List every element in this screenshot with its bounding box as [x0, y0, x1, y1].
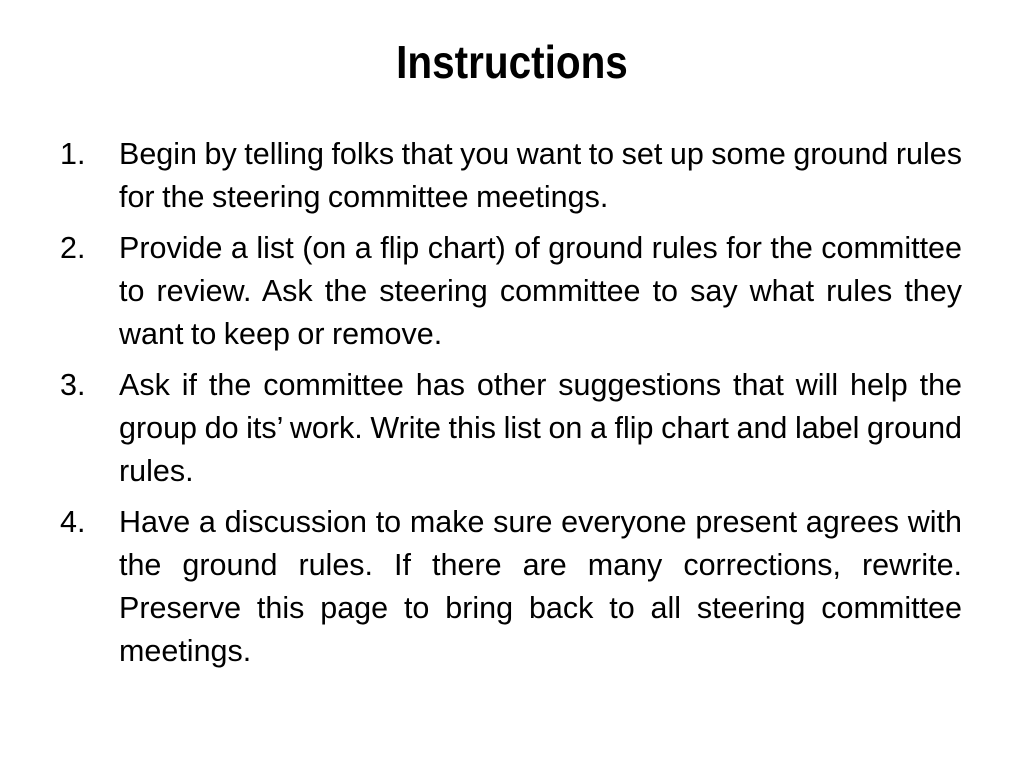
item-text: Ask if the committee has other suggestions that will help the group do its’ work. Write this list on a flip chart and label ground rules. [119, 368, 962, 488]
item-number: 2. [60, 231, 86, 265]
item-text: Begin by telling folks that you want to set up some ground rules for the steering committee meetings. [119, 137, 962, 214]
item-text: Provide a list (on a flip chart) of ground rules for the committee to review. Ask the steering committee to say what rules they want to keep or remove. [119, 231, 962, 351]
item-text: Have a discussion to make sure everyone present agrees with the ground rules. If there are many corrections, rewrite. Preserve this page to bring back to all steering committee meetings. [119, 505, 962, 668]
item-number: 3. [60, 368, 86, 402]
instruction-list [60, 133, 962, 681]
item-number: 4. [60, 505, 86, 539]
item-number: 1. [60, 137, 86, 171]
list-item [60, 501, 962, 673]
slide-title: Instructions [396, 36, 628, 88]
list-item [60, 227, 962, 356]
list-item [60, 364, 962, 493]
list-item [60, 133, 962, 219]
